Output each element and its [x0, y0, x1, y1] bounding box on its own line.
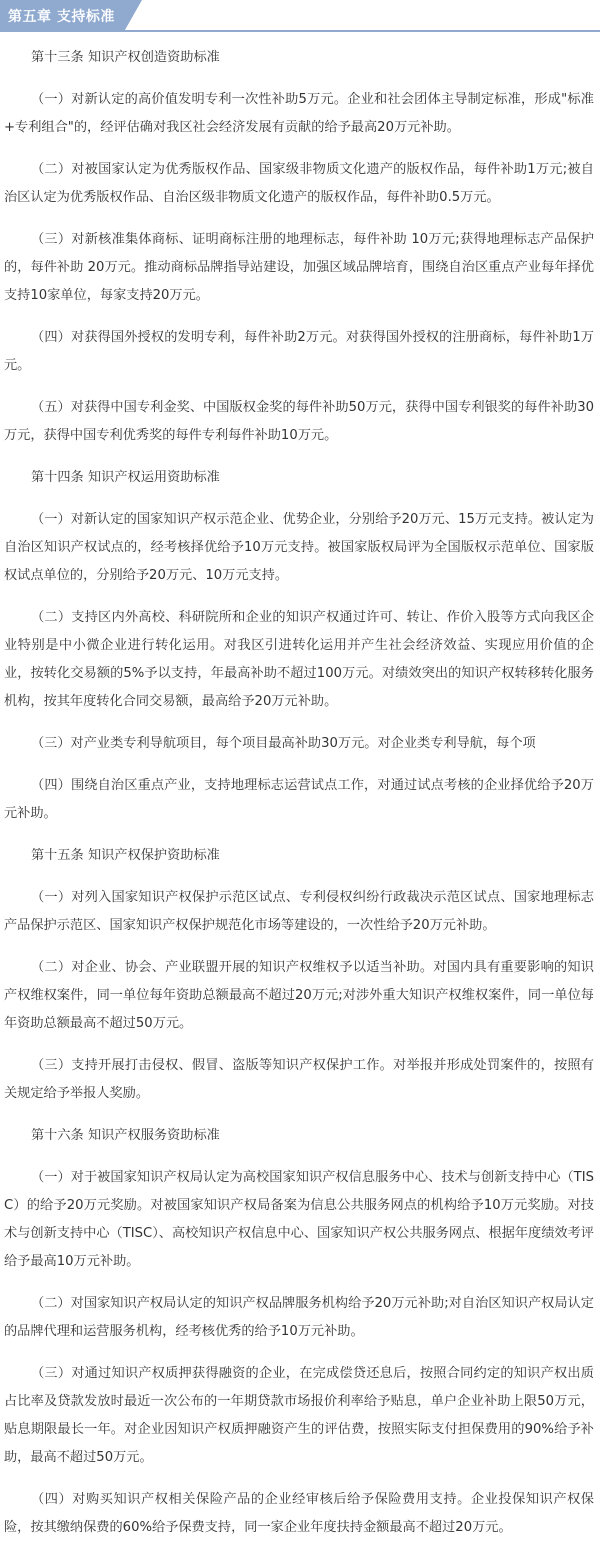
article-paragraph: （四）对获得国外授权的发明专利，每件补助2万元。对获得国外授权的注册商标，每件补助1万元。 — [4, 330, 594, 373]
article-paragraph: （二）对国家知识产权局认定的知识产权品牌服务机构给予20万元补助;对自治区知识产权局认定的品牌代理和运营服务机构，经考核优秀的给予10万元补助。 — [4, 1296, 594, 1339]
article-paragraph: （五）对获得中国专利金奖、中国版权金奖的每件补助50万元，获得中国专利银奖的每件补助30万元，获得中国专利优秀奖的每件专利每件补助10万元。 — [4, 400, 594, 443]
article-paragraph: （一）对列入国家知识产权保护示范区试点、专利侵权纠纷行政裁决示范区试点、国家地理标志产品保护示范区、国家知识产权保护规范化市场等建设的，一次性给予20万元补助。 — [4, 890, 594, 933]
article-paragraph: （三）支持开展打击侵权、假冒、盗版等知识产权保护工作。对举报并形成处罚案件的，按照有关规定给予举报人奖励。 — [4, 1058, 594, 1101]
article-paragraph: （一）对新认定的高价值发明专利一次性补助5万元。企业和社会团体主导制定标准，形成"标准+专利组合"的，经评估确对我区社会经济发展有贡献的给予最高20万元补助。 — [4, 92, 594, 135]
article-heading: 第十五条 知识产权保护资助标准 — [31, 848, 220, 863]
article-paragraph: （三）对新核准集体商标、证明商标注册的地理标志，每件补助 10万元;获得地理标志产品保护的，每件补助 20万元。推动商标品牌指导站建设，加强区域品牌培育，围绕自治区重点产业每年择优支持10家单位，每家支持20万元。 — [4, 232, 594, 303]
article-heading: 第十三条 知识产权创造资助标准 — [31, 50, 220, 65]
article-paragraph: （三）对通过知识产权质押获得融资的企业，在完成偿贷还息后，按照合同约定的知识产权出质占比率及贷款发放时最近一次公布的一年期贷款市场报价利率给予贴息，单户企业补助上限50万元，贴息期限最长一年。对企业因知识产权质押融资产生的评估费，按照实际支付担保费用的90%给予补助，最高不超过50万元。 — [4, 1366, 594, 1465]
document-body — [0, 44, 600, 1554]
chapter-title: 第五章 支持标准 — [8, 9, 115, 25]
article-paragraph: （四）对购买知识产权相关保险产品的企业经审核后给予保险费用支持。企业投保知识产权保险，按其缴纳保费的60%给予保费支持，同一家企业年度扶持金额最高不超过20万元。 — [4, 1492, 594, 1535]
chapter-header — [0, 0, 600, 34]
article-heading: 第十六条 知识产权服务资助标准 — [31, 1128, 220, 1143]
article-paragraph: （二）支持区内外高校、科研院所和企业的知识产权通过许可、转让、作价入股等方式向我区企业特别是中小微企业进行转化运用。对我区引进转化运用并产生社会经济效益、实现应用价值的企业，按转化交易额的5%予以支持，年最高补助不超过100万元。对绩效突出的知识产权转移转化服务机构，按其年度转化合同交易额，最高给予20万元补助。 — [4, 610, 594, 709]
article-paragraph: （一）对于被国家知识产权局认定为高校国家知识产权信息服务中心、技术与创新支持中心（TISC）的给予20万元奖励。对被国家知识产权局备案为信息公共服务网点的机构给予10万元奖励。对技术与创新支持中心（TISC）、高校知识产权信息中心、国家知识产权公共服务网点、根据年度绩效考评给予最高10万元补助。 — [4, 1170, 594, 1269]
article-paragraph: （二）对企业、协会、产业联盟开展的知识产权维权予以适当补助。对国内具有重要影响的知识产权维权案件，同一单位每年资助总额最高不超过20万元;对涉外重大知识产权维权案件，同一单位每年资助总额最高不超过50万元。 — [4, 960, 594, 1031]
article-paragraph: （一）对新认定的国家知识产权示范企业、优势企业，分别给予20万元、15万元支持。被认定为自治区知识产权试点的，经考核择优给予10万元支持。被国家版权局评为全国版权示范单位、国家版权试点单位的，分别给予20万元、10万元支持。 — [4, 512, 594, 583]
article-paragraph: （二）对被国家认定为优秀版权作品、国家级非物质文化遗产的版权作品，每件补助1万元;被自治区认定为优秀版权作品、自治区级非物质文化遗产的版权作品，每件补助0.5万元。 — [4, 162, 594, 205]
header-divider — [0, 30, 600, 32]
article-paragraph: （四）围绕自治区重点产业，支持地理标志运营试点工作，对通过试点考核的企业择优给予20万元补助。 — [4, 778, 594, 821]
article-heading: 第十四条 知识产权运用资助标准 — [31, 470, 220, 485]
article-paragraph: （三）对产业类专利导航项目，每个项目最高补助30万元。对企业类专利导航，每个项 — [31, 736, 536, 751]
